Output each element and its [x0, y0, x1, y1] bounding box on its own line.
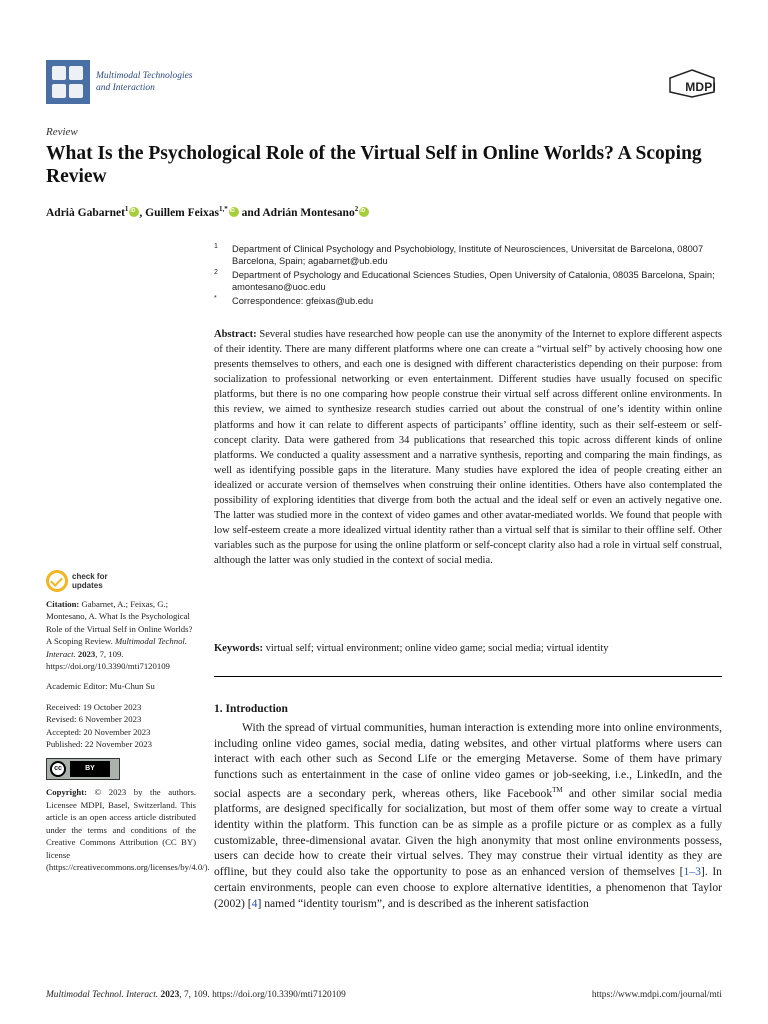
- journal-logo-icon: [46, 60, 90, 104]
- dates-block: [46, 701, 196, 751]
- abstract-text: Several studies have researched how people can use the anonymity of the Internet to explore different aspects of their identity. There are many different platforms where one can create a “virtual self” by actively choosing how one presents themselves to others, and each one is designed with different characteristics depending on their purpose: from socialization to professional networking or even entertainment. Different studies have usually focused on specific platforms, but there is no one comparing how people construe their virtual self across different online environments. In this review, we aimed to synthesize research studies carried out about the construal of one’s identity within online platforms and how it can relate to different aspects of participants’ offline identity, such as their self-esteem or self-concept clarity. Data were gathered from 34 publications that researched this topic across different kinds of online platforms. We conducted a quality assessment and a narrative synthesis, reporting and comparing the main findings, as well as identifying possible gaps in the literature. Many studies have explored the idea of people creating either an idealized or accurate version of themselves when construing their online identities. Others have also contemplated the possibility of exploring identities that diverge from both the actual and the ideal self or even an actively negative one. The latter was studied more in the context of video games and other avatar-mediated worlds. We found that people with low self-esteem create a more idealized virtual identity rather than a virtual self that is similar to their offline self. Other variables such as the purpose for using the online platform or self-concept clarity also had a role in virtual self construal, although the latter was only studied in the context of social media.: [214, 329, 722, 567]
- check-for-updates-badge[interactable]: [46, 570, 196, 592]
- keywords-text: virtual self; virtual environment; online video game; social media; virtual identity: [263, 643, 609, 654]
- section-divider: [214, 676, 722, 677]
- copyright-text: © 2023 by the authors. Licensee MDPI, Basel, Switzerland. This article is an open access article distributed under the terms and conditions of the Creative Commons Attribution (CC BY) license (https://creativecommons.org/licenses/by/4.0/).: [46, 787, 210, 872]
- academic-editor: Academic Editor: Mu-Chun Su: [46, 681, 155, 692]
- affiliation-text: Department of Psychology and Educational Sciences Studies, Open University of Catalonia, 08035 Barcelona, Spain; amontesano@uoc.edu: [232, 270, 715, 292]
- section-heading: 1. Introduction: [214, 703, 288, 715]
- page-header: [46, 60, 722, 106]
- affiliation-mark: *: [214, 295, 217, 302]
- affiliation-mark: 1: [214, 243, 218, 250]
- author-affiliation-mark: 1,*: [218, 205, 228, 213]
- creative-commons-icon: cc: [50, 761, 66, 777]
- footer-doi[interactable]: , 7, 109. https://doi.org/10.3390/mti7120109: [179, 990, 346, 1000]
- affiliation-mark: 2: [214, 269, 218, 276]
- correspondence-item: [214, 295, 724, 307]
- author-name[interactable]: Adrià Gabarnet: [46, 206, 125, 219]
- copyright-block: [46, 786, 210, 873]
- footer-year: 2023: [158, 990, 180, 1000]
- sidebar: [46, 570, 210, 881]
- attribution-icon: BY: [70, 761, 110, 777]
- citation-text: Gabarnet, A.; Feixas, G.; Montesano, A. What Is the Psychological Role of the Virtual Self in Online Worlds? A Scoping Review.: [46, 599, 193, 647]
- check-updates-icon: [46, 570, 68, 592]
- affiliation-item: [214, 243, 724, 267]
- citation-journal: Multimodal Technol. Interact.: [46, 636, 188, 659]
- affiliation-item: [214, 269, 724, 293]
- citation-year: 2023: [75, 648, 96, 659]
- cc-by-license-badge[interactable]: [46, 758, 120, 780]
- keywords: [214, 642, 722, 656]
- intro-text: ] named “identity tourism”, and is described as the inherent satisfaction: [257, 896, 589, 910]
- page-footer: [46, 990, 722, 1000]
- orcid-icon[interactable]: [359, 207, 369, 217]
- citation-link[interactable]: 1–3: [683, 865, 701, 879]
- author-separator: ,: [139, 206, 146, 219]
- journal-name: Multimodal Technologies and Interaction: [96, 71, 193, 93]
- footer-journal-url[interactable]: https://www.mdpi.com/journal/mti: [591, 990, 722, 1000]
- keywords-label: Keywords:: [214, 643, 263, 654]
- intro-text: With the spread of virtual communities, human interaction is extending more into online environments, including online video games, social media, dating websites, and other virtual platforms where users can interact with each other such as Second Life or the emerging Metaverse. Some of them have primary functions such as entertainment in the case of online video games or job-seeking, i.e., LinkedIn, and the social aspects are a secondary perk, whereas others, like Facebook: [214, 721, 722, 800]
- footer-citation: [46, 990, 346, 1000]
- author-affiliation-mark: 1: [124, 205, 129, 213]
- published-date: Published: 22 November 2023: [46, 739, 152, 750]
- accepted-date: Accepted: 20 November 2023: [46, 726, 151, 737]
- article-title: What Is the Psychological Role of the Virtual Self in Online Worlds? A Scoping Review: [46, 143, 702, 187]
- trademark-mark: TM: [552, 785, 563, 794]
- author-separator: and: [238, 206, 263, 219]
- affiliation-text: Department of Clinical Psychology and Psychobiology, Institute of Neurosciences, Universitat de Barcelona, 08007 Barcelona, Spain; agabarnet@ub.edu: [232, 244, 704, 266]
- intro-text: and other similar social media platforms, are designed specifically for socialization, but most of them offer some way to create a virtual identity within the platform. This function can be as simple as a profile picture or as complex as a fully customizable, three-dimensional avatar. Given the high anonymity that most online environments possess, users can decide how to create their virtual selves. They may construe their virtual identity as they are offline, but they could also take the opportunity to pose as an enhanced version of themselves [: [214, 786, 722, 879]
- publisher-name: MDPI: [685, 80, 716, 94]
- author-name[interactable]: Adrián Montesano: [262, 206, 355, 219]
- citation-block: [46, 598, 196, 672]
- author-name[interactable]: Guillem Feixas: [145, 206, 219, 219]
- citation-link[interactable]: 4: [251, 896, 258, 910]
- footer-journal: Multimodal Technol. Interact.: [46, 990, 159, 1000]
- abstract-label: Abstract:: [214, 329, 257, 340]
- correspondence-text: Correspondence: gfeixas@ub.edu: [232, 296, 374, 306]
- intro-text: ]. In certain environments, people can even choose to explore alternative identities, a phenomenon that Taylor (2002) [: [214, 865, 722, 910]
- orcid-icon[interactable]: [129, 207, 139, 217]
- copyright-label: Copyright:: [46, 787, 88, 798]
- author-list: [46, 205, 369, 219]
- abstract: [214, 327, 722, 569]
- citation-label: Citation:: [46, 599, 80, 609]
- introduction-paragraph: [214, 720, 722, 911]
- check-updates-label: check for updates: [72, 572, 108, 590]
- received-date: Received: 19 October 2023: [46, 701, 142, 712]
- author-affiliation-mark: 2: [354, 205, 359, 213]
- affiliation-list: [214, 243, 724, 309]
- orcid-icon[interactable]: [229, 207, 239, 217]
- revised-date: Revised: 6 November 2023: [46, 714, 142, 725]
- citation-rest[interactable]: , 7, 109. https://doi.org/10.3390/mti7120109: [46, 648, 170, 672]
- article-type: Review: [46, 126, 78, 138]
